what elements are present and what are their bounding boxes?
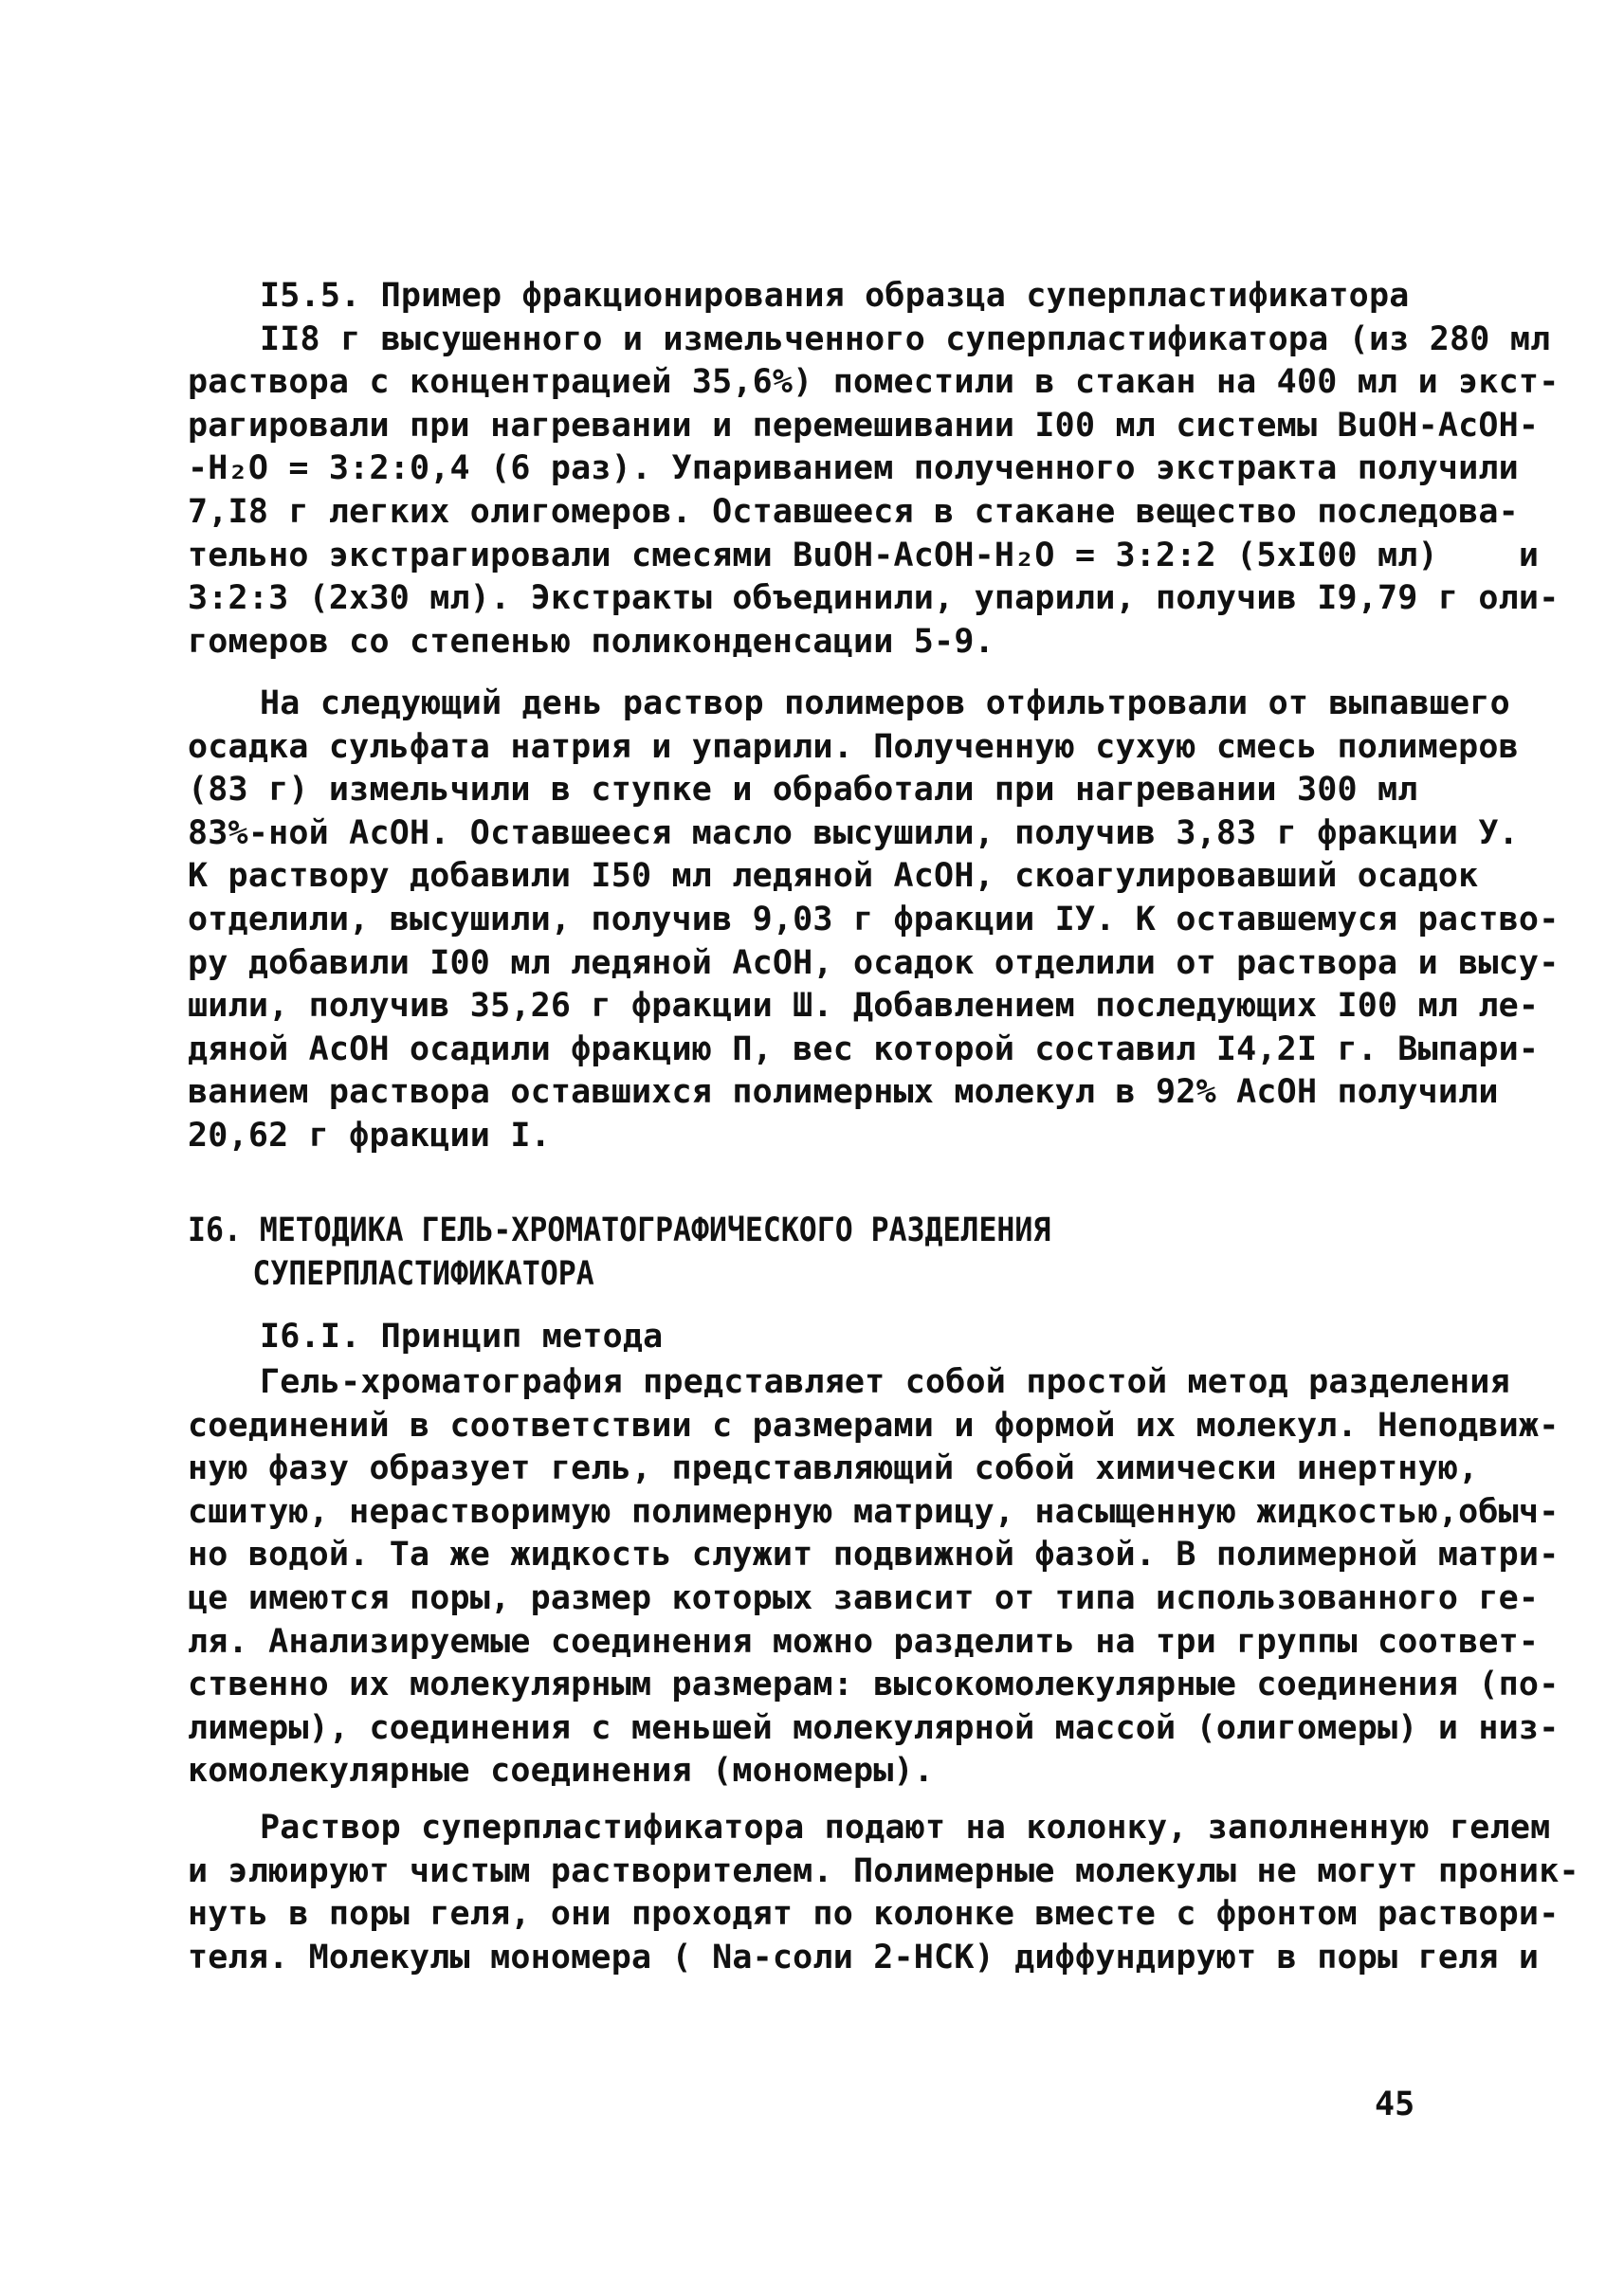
paragraph-line: соединений в соответствии с размерами и формой их молекул. Неподвиж- — [188, 1406, 1560, 1445]
paragraph-line: комолекулярные соединения (мономеры). — [188, 1752, 935, 1791]
paragraph-line: тельно экстрагировали смесями BuOH-AcOH-H₂O = 3:2:2 (5xI00 мл) и — [188, 536, 1540, 574]
paragraph-line: -H₂O = 3:2:0,4 (6 раз). Упариванием полученного экстракта получили — [188, 449, 1519, 488]
paragraph-line: гомеров со степенью поликонденсации 5-9. — [188, 622, 994, 661]
section-15-5-title: I5.5. Пример фракционирования образца суперпластификатора — [260, 277, 1410, 315]
paragraph-line: ную фазу образует гель, представляющий собой химически инертную, — [188, 1449, 1479, 1488]
paragraph-line: Раствор суперпластификатора подают на колонку, заполненную гелем — [260, 1809, 1551, 1847]
paragraph-line: осадка сульфата натрия и упарили. Полученную сухую смесь полимеров — [188, 727, 1519, 766]
paragraph-line: и элюируют чистым растворителем. Полимерные молекулы не могут проник- — [188, 1851, 1579, 1890]
paragraph-line: отделили, высушили, получив 9,03 г фракции IУ. К оставшемуся раство- — [188, 900, 1560, 938]
paragraph-line: но водой. Та же жидкость служит подвижной фазой. В полимерной матри- — [188, 1536, 1560, 1575]
paragraph-line: ванием раствора оставшихся полимерных молекул в 92% AcOH получили — [188, 1073, 1499, 1112]
paragraph-line: ля. Анализируемые соединения можно разделить на три группы соответ- — [188, 1622, 1540, 1661]
paragraph-line: 7,I8 г легких олигомеров. Оставшееся в стакане вещество последова- — [188, 492, 1519, 531]
page-number: 45 — [1375, 2086, 1415, 2123]
paragraph-line: 20,62 г фракции I. — [188, 1116, 551, 1155]
paragraph-line: рагировали при нагревании и перемешивании I00 мл системы BuOH-AcOH- — [188, 406, 1540, 445]
paragraph-line: раствора с концентрацией 35,6%) поместили в стакан на 400 мл и экст- — [188, 363, 1560, 402]
paragraph-line: нуть в поры геля, они проходят по колонке вместе с фронтом раствори- — [188, 1895, 1560, 1934]
paragraph-line: лимеры), соединения с меньшей молекулярной массой (олигомеры) и низ- — [188, 1708, 1560, 1747]
paragraph-line: теля. Молекулы мономера ( Na-соли 2-НСК) диффундируют в поры геля и — [188, 1938, 1540, 1976]
paragraph-line: (83 г) измельчили в ступке и обработали при нагревании 300 мл — [188, 771, 1418, 810]
section-heading-line: СУПЕРПЛАСТИФИКАТОРА — [252, 1254, 594, 1293]
section-16-heading — [188, 1210, 1323, 1296]
paragraph-line: 3:2:3 (2x30 мл). Экстракты объединили, упарили, получив I9,79 г оли- — [188, 579, 1560, 618]
paragraph-line: На следующий день раствор полимеров отфильтровали от выпавшего — [260, 684, 1510, 722]
section-16-1-subheading — [188, 1316, 1449, 1359]
subheading: I6.I. Принцип метода — [260, 1318, 664, 1356]
paragraph-line: це имеются поры, размер которых зависит от типа использованного ге- — [188, 1578, 1540, 1617]
paragraph-line: 83%-ной AcOH. Оставшееся масло высушили, получив 3,83 г фракции У. — [188, 813, 1519, 852]
paragraph-line: К раствору добавили I50 мл ледяной AcOH, скоагулировавший осадок — [188, 857, 1479, 896]
principle-paragraph — [188, 1361, 1560, 1794]
paragraph-line: ру добавили I00 мл ледяной AcOH, осадок отделили от раствора и высу- — [188, 943, 1560, 982]
paragraph-line: Гель-хроматография представляет собой простой метод разделения — [260, 1363, 1510, 1401]
paragraph-line: II8 г высушенного и измельченного суперпластификатора (из 280 мл — [260, 319, 1551, 358]
paragraph-line: дяной AcOH осадили фракцию П, вес которой составил I4,2I г. Выпари- — [188, 1029, 1540, 1068]
paragraph-line: шили, получив 35,26 г фракции Ш. Добавлением последующих I00 мл ле- — [188, 987, 1540, 1026]
section-15-5 — [188, 275, 1560, 664]
paragraph-line: ственно их молекулярным размерам: высокомолекулярные соединения (по- — [188, 1666, 1560, 1704]
fractionation-paragraph — [188, 683, 1560, 1158]
paragraph-line: сшитую, нерастворимую полимерную матрицу, насыщенную жидкостью,обыч- — [188, 1492, 1560, 1531]
section-heading-line: I6. МЕТОДИКА ГЕЛЬ-ХРОМАТОГРАФИЧЕСКОГО РАЗДЕЛЕНИЯ — [188, 1211, 1051, 1249]
column-paragraph — [188, 1807, 1579, 1979]
